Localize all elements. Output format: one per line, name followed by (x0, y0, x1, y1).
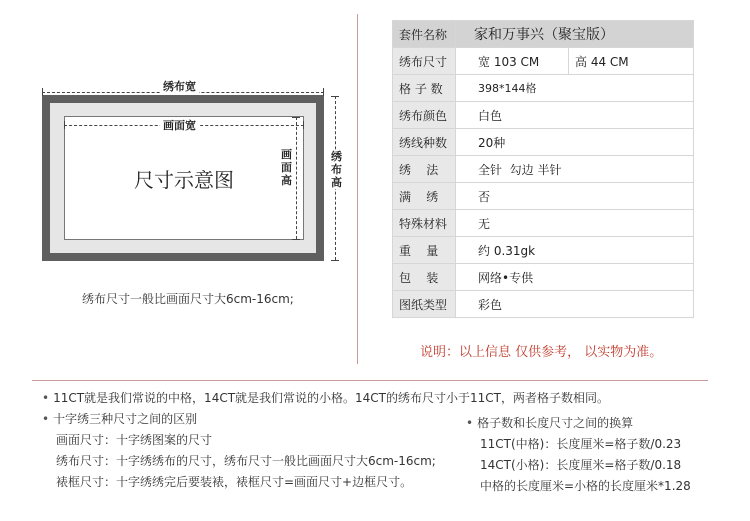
list-item: 绣布尺寸：十字绣绣布的尺寸，绣布尺寸一般比画面尺寸大6cm-16cm; (56, 454, 436, 468)
spec-value: 20种 (456, 129, 694, 156)
table-row (393, 21, 694, 48)
spec-key: 绣布尺寸 (393, 48, 456, 75)
spec-value: 家和万事兴（聚宝版） (456, 21, 694, 48)
inner-width-tick-left (64, 121, 65, 129)
spec-key: 包 装 (393, 264, 456, 291)
list-item: 14CT(小格)：长度厘米=格子数/0.18 (480, 458, 682, 472)
spec-key: 绣布颜色 (393, 102, 456, 129)
spec-height-value: 高 44 CM (569, 48, 694, 75)
outer-height-label: 绣布高 (331, 150, 342, 189)
spec-table (392, 20, 694, 318)
list-item: 裱框尺寸：十字绣绣完后要装裱，裱框尺寸=画面尺寸+边框尺寸。 (56, 475, 413, 489)
outer-width-tick-right (323, 88, 324, 96)
diagram-note: 绣布尺寸一般比画面尺寸大6cm-16cm; (82, 292, 294, 306)
disclaimer-notice: 说明：以上信息 仅供参考， 以实物为准。 (420, 345, 663, 360)
list-item: 中格的长度厘米=小格的长度厘米*1.28 (480, 479, 691, 493)
table-row (393, 156, 694, 183)
vertical-divider (357, 14, 358, 364)
spec-key: 重 量 (393, 237, 456, 264)
outer-width-label: 绣布宽 (160, 80, 199, 93)
conv-title-row (466, 413, 691, 434)
spec-value: 否 (456, 183, 694, 210)
spec-key: 特殊材料 (393, 210, 456, 237)
conv-title: 格子数和长度尺寸之间的换算 (477, 416, 634, 430)
table-row (393, 237, 694, 264)
conv-list (466, 434, 691, 497)
inner-height-tick-bottom (292, 239, 300, 240)
spec-value: 约 0.31gk (456, 237, 694, 264)
sizes-title: 十字绣三种尺寸之间的区别 (53, 412, 198, 426)
spec-value: 白色 (456, 102, 694, 129)
inner-height-tick-top (292, 117, 300, 118)
table-row (393, 264, 694, 291)
table-row (393, 75, 694, 102)
inner-height-label: 画面高 (281, 148, 292, 187)
bullet-icon: • (42, 391, 50, 405)
spec-width-value: 宽 103 CM (456, 48, 569, 75)
outer-height-tick-top (331, 96, 339, 97)
outer-height-tick-bottom (331, 260, 339, 261)
table-row (393, 48, 694, 75)
list-item: 11CT(中格)：长度厘米=格子数/0.23 (480, 437, 682, 451)
spec-key: 图纸类型 (393, 291, 456, 318)
bullet-icon: • (42, 412, 50, 426)
table-row (393, 129, 694, 156)
list-item: 画面尺寸：十字绣图案的尺寸 (56, 433, 213, 447)
spec-value: 无 (456, 210, 694, 237)
spec-value: 全针 勾边 半针 (456, 156, 694, 183)
inner-width-tick-right (303, 121, 304, 129)
spec-value: 398*144格 (456, 75, 694, 102)
spec-key: 绣线种数 (393, 129, 456, 156)
sizes-list (42, 430, 436, 493)
spec-key: 套件名称 (393, 21, 456, 48)
note-line-ct (42, 388, 609, 409)
sizes-section (42, 409, 436, 493)
spec-key: 绣 法 (393, 156, 456, 183)
table-row (393, 183, 694, 210)
bullet-icon: • (466, 416, 474, 430)
horizontal-divider (32, 380, 708, 381)
outer-width-tick-left (42, 88, 43, 96)
note-ct-text: 11CT就是我们常说的中格，14CT就是我们常说的小格。14CT的绣布尺寸小于11CT，两者格子数相同。 (53, 391, 609, 405)
table-row (393, 291, 694, 318)
table-row (393, 102, 694, 129)
spec-value: 彩色 (456, 291, 694, 318)
sizes-title-row (42, 409, 436, 430)
spec-key: 格 子 数 (393, 75, 456, 102)
spec-value: 网络•专供 (456, 264, 694, 291)
diagram-title: 尺寸示意图 (134, 167, 234, 192)
inner-width-label: 画面宽 (160, 119, 199, 132)
inner-height-dimension-line (296, 117, 298, 239)
table-row (393, 210, 694, 237)
spec-key: 满 绣 (393, 183, 456, 210)
conversion-section (466, 413, 691, 497)
